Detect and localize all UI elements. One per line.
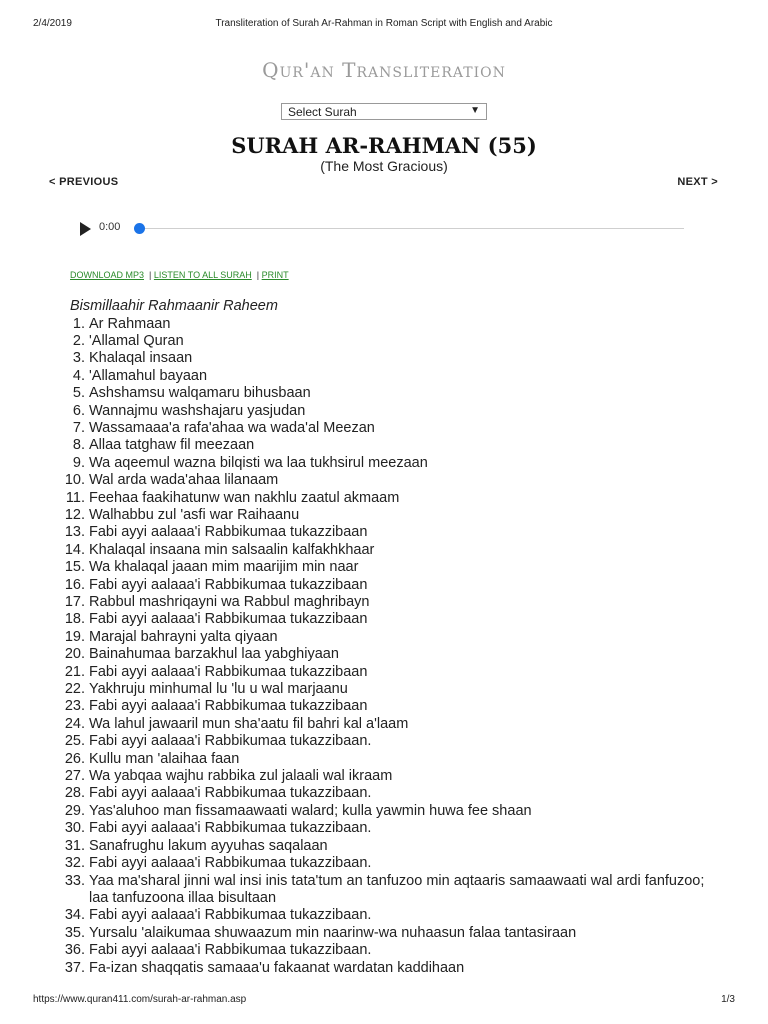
verse-item [64,681,710,698]
verse-text: Rabbul mashriqayni wa Rabbul maghribayn [89,594,370,610]
verse-item [65,489,710,507]
verse-item [64,820,710,837]
print-url: https://www.quran411.com/surah-ar-rahman.asp [33,994,247,1005]
verse-text: Bainahumaa barzakhul laa yabghiyaan [89,646,339,663]
chevron-down-icon: ▼ [470,105,480,116]
verse-item [70,420,710,437]
verse-text: Wal arda wada'ahaa lilanaam [89,472,279,489]
verse-number: 5. [72,385,85,402]
previous-link[interactable]: < PREVIOUS [49,176,119,188]
verse-item [64,768,710,785]
verse-number: 8. [72,437,85,454]
verse-number: 36. [64,942,85,959]
verse-text: Kullu man 'alaihaa faan [89,750,240,767]
surah-subtitle: (The Most Gracious) [320,158,448,174]
verse-item [70,316,710,333]
verse-number: 29. [64,802,85,819]
verse-text: Fabi ayyi aalaaa'i Rabbikumaa tukazzibaan [89,698,368,715]
verse-number: 28. [64,785,85,802]
verse-item [64,698,710,715]
verse-item [70,455,710,472]
verse-number: 25. [64,733,85,750]
verse-text: Feehaa faakihatunw wan nakhlu zaatul akmaam [89,489,400,506]
verse-text: Khalaqal insaan [89,350,193,367]
verse-item [64,837,710,855]
verse-number: 3. [72,350,85,367]
verse-item [70,403,710,420]
verse-number: 20. [64,646,85,663]
verse-text: Yakhruju minhumal lu 'lu u wal marjaanu [89,681,348,698]
verse-text: Yas'aluhoo man fissamaawaati walard; kulla yawmin huwa fee shaan [89,802,532,819]
verse-item [70,385,710,402]
print-date: 2/4/2019 [33,18,72,29]
verse-item [64,628,710,646]
listen-all-link[interactable]: LISTEN TO ALL SURAH [153,270,252,280]
verse-number: 2. [72,332,85,349]
verse-item [64,855,710,872]
verse-text: Wassamaaa'a rafa'ahaa wa wada'al Meezan [89,419,375,436]
play-icon[interactable] [80,222,91,236]
verse-item [64,872,710,908]
verse-text: Yursalu 'alaikumaa shuwaazum min naarinw-wa nuhaasun falaa tantasiraan [89,924,577,941]
verse-number: 12. [64,506,85,523]
verse-text: Fabi ayyi aalaaa'i Rabbikumaa tukazzibaan. [89,785,372,802]
verse-text: Wa lahul jawaaril mun sha'aatu fil bahri kal a'laam [89,715,409,732]
time-display: 0:00 [99,221,121,233]
verse-item [64,576,710,594]
verse-text: Fa-izan shaqqatis samaaa'u fakaanat wardatan kaddihaan [89,959,465,976]
verse-item [64,785,710,802]
verse-number: 22. [64,681,85,698]
verse-text: Wa aqeemul wazna bilqisti wa laa tukhsirul meezaan [89,454,428,471]
verse-item [64,715,710,733]
verse-number: 31. [64,837,85,854]
verse-text: Yaa ma'sharal jinni wal insi inis tata'tum an tanfuzoo min aqtaaris samaawaati wal ardi fanfuzoo; laa tanfuzoona illaa bisultaan [89,872,705,906]
link-separator: | [149,270,152,280]
verse-number: 24. [64,715,85,732]
verse-text: Allaa tatghaw fil meezaan [89,437,255,454]
verse-number: 30. [64,820,85,837]
verse-text: Wa khalaqal jaaan mim maarijim min naar [89,559,359,576]
surah-select[interactable] [281,103,487,120]
verse-item [64,472,710,489]
verse-text: Fabi ayyi aalaaa'i Rabbikumaa tukazzibaan. [89,855,372,872]
verse-text: Ashshamsu walqamaru bihusbaan [89,385,311,402]
verse-number: 4. [72,367,85,384]
verse-item [64,733,710,750]
print-page-number: 1/3 [721,994,735,1005]
bismillah-text: Bismillaahir Rahmaanir Raheem [70,298,278,314]
verse-item [64,959,710,977]
verse-text: Fabi ayyi aalaaa'i Rabbikumaa tukazzibaan. [89,820,372,837]
next-link[interactable]: NEXT > [677,176,718,188]
verse-number: 33. [64,872,85,889]
verse-item [64,924,710,942]
verse-number: 14. [64,541,85,558]
verse-text: Ar Rahmaan [89,315,171,332]
verse-number: 6. [72,402,85,419]
verse-text: Marajal bahrayni yalta qiyaan [89,628,278,645]
verse-item [70,350,710,367]
verse-item [70,368,710,385]
verse-text: 'Allamahul bayaan [89,367,208,384]
verse-item [64,524,710,541]
verse-text: Fabi ayyi aalaaa'i Rabbikumaa tukazzibaan. [89,733,372,750]
print-link[interactable]: PRINT [261,270,289,280]
verse-number: 19. [64,628,85,645]
verse-item [64,646,710,663]
action-links [70,270,289,280]
verse-number: 13. [64,524,85,541]
verse-number: 7. [72,419,85,436]
verse-text: Sanafrughu lakum ayyuhas saqalaan [89,837,328,854]
verse-list [64,315,710,977]
seek-track[interactable] [138,228,684,229]
verse-item [64,907,710,924]
verse-number: 32. [64,855,85,872]
verse-item [64,559,710,576]
site-title[interactable]: Qur'an Transliteration [262,58,506,82]
verse-text: Fabi ayyi aalaaa'i Rabbikumaa tukazzibaan [89,663,368,680]
verse-text: Fabi ayyi aalaaa'i Rabbikumaa tukazzibaan. [89,907,372,924]
verse-number: 11. [65,489,85,506]
verse-item [70,333,710,350]
verse-item [70,437,710,454]
verse-item [64,802,710,820]
seek-knob[interactable] [134,223,145,234]
verse-number: 9. [72,454,85,471]
verse-number: 35. [64,924,85,941]
verse-item [64,942,710,959]
verse-number: 27. [64,768,85,785]
link-separator: | [256,270,260,280]
verse-item [64,506,710,524]
verse-number: 21. [64,663,85,680]
verse-number: 23. [64,698,85,715]
verse-text: Wa yabqaa wajhu rabbika zul jalaali wal ikraam [89,768,393,785]
verse-number: 26. [64,750,85,767]
verse-text: Fabi ayyi aalaaa'i Rabbikumaa tukazzibaan [89,611,368,628]
verse-text: 'Allamal Quran [89,332,184,349]
verse-number: 17. [64,594,85,610]
verse-text: Khalaqal insaana min salsaalin kalfakhkhaar [89,541,375,558]
verse-item [64,594,710,611]
verse-number: 10. [64,472,85,489]
surah-select-value: Select Surah [288,105,357,119]
verse-text: Wannajmu washshajaru yasjudan [89,402,306,419]
print-page-title: Transliteration of Surah Ar-Rahman in Roman Script with English and Arabic [215,18,553,29]
verse-item [64,750,710,768]
verse-number: 15. [64,559,85,576]
verse-number: 18. [64,611,85,628]
download-mp3-link[interactable]: DOWNLOAD MP3 [70,270,145,280]
verse-number: 37. [64,959,85,976]
verse-item [64,611,710,628]
verse-item [64,541,710,559]
verse-number: 34. [64,907,85,924]
verse-text: Fabi ayyi aalaaa'i Rabbikumaa tukazzibaan [89,524,368,541]
verse-item [64,663,710,681]
audio-player [78,219,684,239]
verse-number: 1. [72,315,85,332]
verse-text: Walhabbu zul 'asfi war Raihaanu [89,506,300,523]
verse-text: Fabi ayyi aalaaa'i Rabbikumaa tukazzibaan. [89,942,372,959]
surah-title: SURAH AR-RAHMAN (55) [231,133,537,158]
verse-text: Fabi ayyi aalaaa'i Rabbikumaa tukazzibaan [89,576,368,593]
verse-number: 16. [64,576,85,593]
transliteration-content [64,298,710,977]
